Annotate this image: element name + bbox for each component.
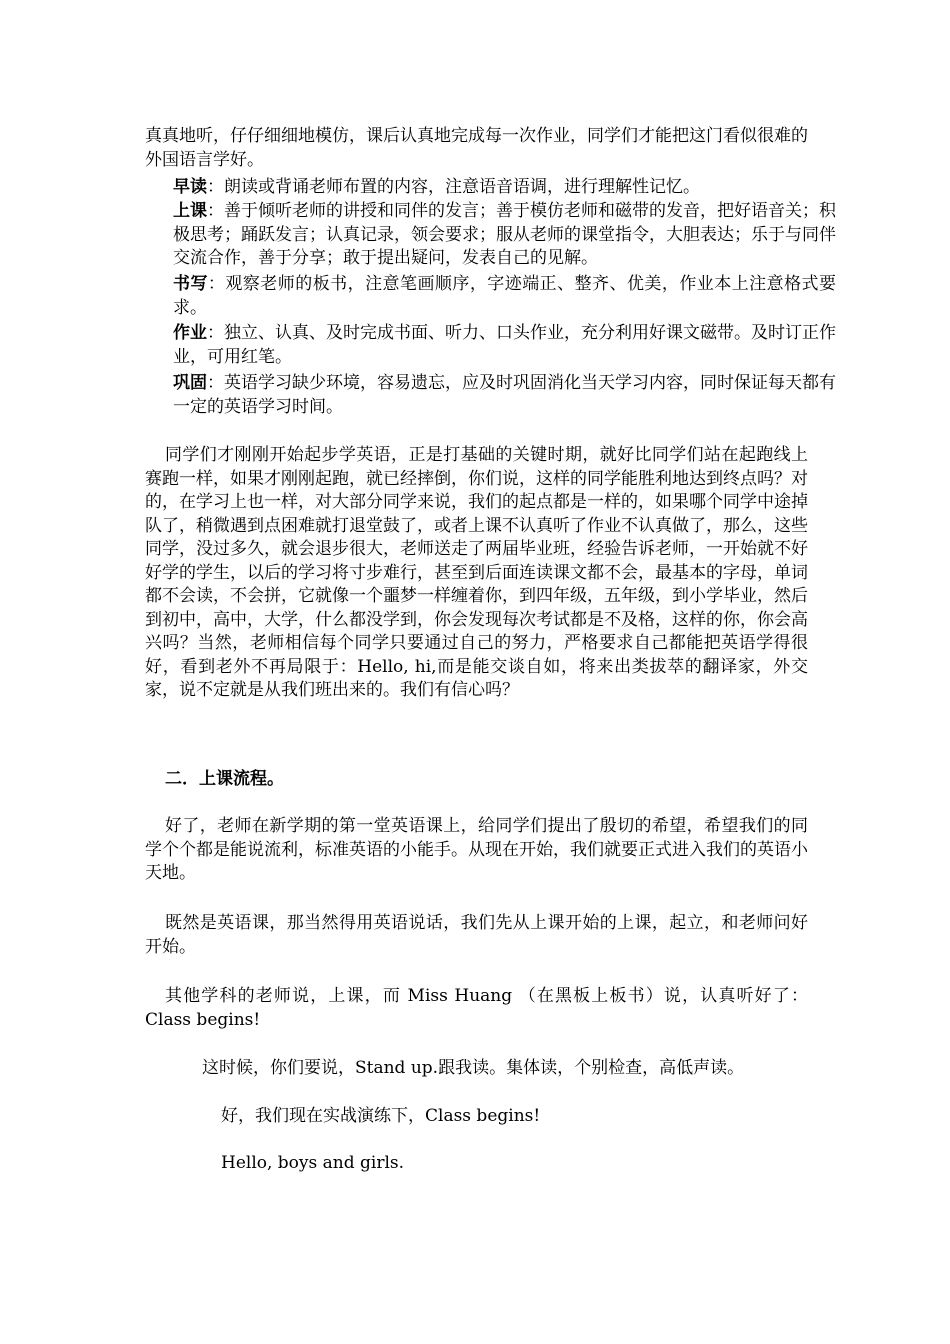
habit-label: 上课 bbox=[173, 201, 207, 221]
habit-separator: ： bbox=[207, 274, 226, 294]
habit-text: 观察老师的板书，注意笔画顺序，字迹端正、整齐、优美，作业本上注意格式要求。 bbox=[173, 274, 837, 318]
habit-label: 早读 bbox=[173, 177, 207, 197]
paragraph-class-begins: 其他学科的老师说，上课，而 Miss Huang （在黑板上板书）说，认真听好了：Class begins! bbox=[145, 986, 808, 1030]
line-hello: Hello, boys and girls. bbox=[221, 1153, 405, 1173]
habit-separator: ： bbox=[207, 201, 224, 221]
habit-label: 作业 bbox=[173, 323, 207, 343]
paragraph-hope: 好了，老师在新学期的第一堂英语课上，给同学们提出了殷切的希望，希望我们的同学个个都是能说流利，标准英语的小能手。从现在开始，我们就要正式进入我们的英语小天地。 bbox=[145, 816, 808, 883]
habit-text: 朗读或背诵老师布置的内容，注意语音语调，进行理解性记忆。 bbox=[224, 177, 700, 197]
paragraph-starting-line: 同学们才刚刚开始起步学英语，正是打基础的关键时期，就好比同学们站在起跑线上赛跑一样，如果才刚刚起跑，就已经摔倒，你们说，这样的同学能胜利地达到终点吗？对的，在学习上也一样，对大部分同学来说，我们的起点都是一样的，如果哪个同学中途掉队了，稍微遇到点困难就打退堂鼓了，或者上课不认真听了作业不认真做了，那么，这些同学，没过多久，就会退步很大，老师送走了两届毕业班，经验告诉老师，一开始就不好好学的学生，以后的学习将寸步难行，甚至到后面连读课文都不会，最基本的字母，单词都不会读，不会拼，它就像一个噩梦一样缠着你，到四年级，五年级，到小学毕业，然后到初中，高中，大学，什么都没学到，你会发现每次考试都是不及格，这样的你，你会高兴吗？当然，老师相信每个同学只要通过自己的努力，严格要求自己都能把英语学得很好，看到老外不再局限于：Hello, hi,而是能交谈自如，将来出类拔萃的翻译家，外交家，说不定就是从我们班出来的。我们有信心吗？ bbox=[145, 445, 808, 700]
habit-text: 英语学习缺少环境，容易遗忘，应及时巩固消化当天学习内容，同时保证每天都有一定的英语学习时间。 bbox=[173, 373, 836, 417]
intro-paragraph: 真真地听，仔仔细细地模仿，课后认真地完成每一次作业，同学们才能把这门看似很难的外国语言学好。 bbox=[145, 126, 808, 170]
section-heading: 二．上课流程。 bbox=[165, 769, 284, 789]
habit-separator: ： bbox=[207, 373, 224, 393]
habit-label: 巩固 bbox=[173, 373, 207, 393]
paragraph-greeting: 既然是英语课，那当然得用英语说话，我们先从上课开始的上课，起立，和老师问好开始。 bbox=[145, 913, 808, 957]
line-practice: 好，我们现在实战演练下，Class begins! bbox=[221, 1106, 541, 1126]
habit-text: 独立、认真、及时完成书面、听力、口头作业，充分利用好课文磁带。及时订正作业，可用红笔。 bbox=[173, 323, 836, 367]
habit-item-morning-reading bbox=[145, 176, 836, 200]
habit-item-class bbox=[145, 200, 836, 271]
line-stand-up: 这时候，你们要说，Stand up.跟我读。集体读，个别检查，高低声读。 bbox=[202, 1058, 745, 1078]
habit-item-writing bbox=[145, 273, 836, 320]
habit-separator: ： bbox=[207, 177, 224, 197]
habit-label: 书写 bbox=[173, 274, 208, 294]
habit-item-homework bbox=[145, 322, 836, 369]
habit-separator: ： bbox=[207, 323, 224, 343]
habit-text: 善于倾听老师的讲授和同伴的发言；善于模仿老师和磁带的发音，把好语音关；积极思考；踊跃发言；认真记录，领会要求；服从老师的课堂指令，大胆表达；乐于与同伴交流合作，善于分享；敢于提出疑问，发表自己的见解。 bbox=[173, 201, 836, 268]
habit-item-consolidation bbox=[145, 372, 836, 419]
